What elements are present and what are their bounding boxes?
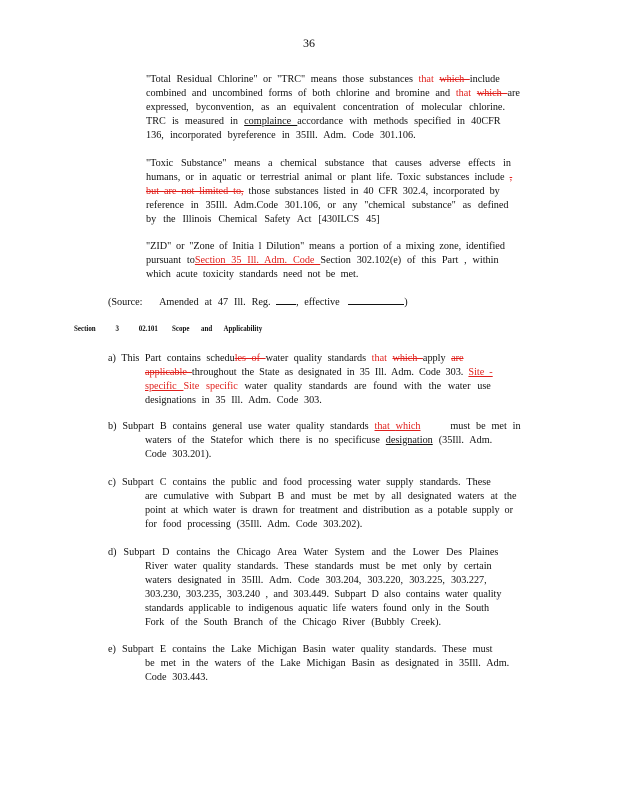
item-d-line5: standards applicable to indigenous aquatic life waters found only in the South	[145, 603, 490, 614]
inserted-underlined-text: which	[395, 421, 421, 432]
source-amended: Amended at 47 Ill. Reg.	[159, 297, 271, 308]
trc-line1-tail: include	[469, 74, 500, 85]
trc-line2: combined and uncombined forms of both chlorine and bromine and	[146, 88, 456, 99]
item-c-line3: point at which water is drawn for treatment and distribution as a potable supply or	[145, 505, 514, 516]
inserted-text: that	[418, 74, 440, 85]
inserted-text: Site specific	[183, 381, 238, 392]
deleted-text: which	[392, 353, 423, 364]
toxic-line4: reference in 35Ill. Adm.Code 301.106, or any "chemical substance" as defined	[146, 200, 509, 211]
item-d-line4: 303.230, 303.235, 303.240 , and 303.449. Subpart D also contains water quality	[145, 589, 502, 600]
definition-toxic-substance	[146, 157, 526, 227]
section-title: Scope and Applicability	[172, 323, 263, 333]
source-effective: , effective	[296, 297, 340, 308]
item-d-line6: Fork of the South Branch of the Chicago River (Bubbly Creek).	[145, 617, 442, 628]
deleted-text: but are not limited to,	[146, 186, 244, 197]
source-label: (Source:	[108, 297, 143, 308]
source-note	[108, 296, 408, 310]
blank-line	[276, 304, 296, 305]
deleted-text: ,	[509, 172, 513, 183]
deleted-text: which	[439, 74, 470, 85]
zid-line2-tail: Section 302.102(e) of this Part , within	[320, 255, 499, 266]
item-c-line1: c) Subpart C contains the public and food processing water supply standards. These	[108, 477, 491, 488]
deleted-text: are	[451, 353, 464, 364]
trc-line2-tail: are	[507, 88, 520, 99]
item-a-line1: a) This Part contains schedu	[108, 353, 235, 364]
item-e	[108, 643, 509, 685]
section-number: Section 3 02.101	[74, 323, 158, 333]
toxic-line5: by the Illinois Chemical Safety Act [430ILCS 45]	[146, 214, 380, 225]
zid-line1: "ZID" or "Zone of Initia l Dilution" means a portion of a mixing zone, identified	[146, 241, 505, 252]
toxic-line1: "Toxic Substance" means a chemical substance that causes adverse effects in	[146, 158, 511, 169]
definition-zid	[146, 240, 526, 282]
underlined-text: designation	[385, 435, 433, 446]
item-a-line4: designations in 35 Ill. Adm. Code 303.	[145, 395, 322, 406]
trc-line4: TRC is measured in	[146, 116, 245, 127]
item-b-line3: Code 303.201).	[145, 449, 212, 460]
item-b	[108, 420, 521, 462]
item-b-line2-tail: (35Ill. Adm.	[432, 435, 493, 446]
deleted-text: applicable	[145, 367, 192, 378]
item-a-line1-b: water quality standards	[265, 353, 372, 364]
item-e-line2: be met in the waters of the Lake Michigan Basin as designated in 35Ill. Adm.	[145, 658, 510, 669]
page-number: 36	[303, 36, 315, 50]
item-b-line1-tail: must be met in	[444, 421, 521, 432]
trc-line5: 136, incorporated byreference in 35Ill. Adm. Code 301.106.	[146, 130, 416, 141]
inserted-underlined-text: Section 35 Ill. Adm. Code	[194, 255, 321, 266]
definition-trc	[146, 73, 526, 143]
item-c-line2: are cumulative with Subpart B and must be met by all designated waters at the	[145, 491, 517, 502]
item-e-line1: e) Subpart E contains the Lake Michigan Basin water quality standards. These must	[108, 644, 493, 655]
item-a	[108, 352, 493, 408]
trc-line4-tail: accordance with methods specified in 40CFR	[297, 116, 501, 127]
toxic-line3: those substances listed in 40 CFR 302.4, incorporated by	[243, 186, 500, 197]
item-e-line3: Code 303.443.	[145, 672, 208, 683]
deleted-text: les of	[234, 353, 266, 364]
inserted-text: that	[371, 353, 393, 364]
item-d-line3: waters designated in 35Ill. Adm. Code 303.204, 303.220, 303.225, 303.227,	[145, 575, 487, 586]
item-b-line2: waters of the Statefor which there is no specificuse	[145, 435, 386, 446]
item-a-line1-c: apply	[422, 353, 452, 364]
trc-line3: expressed, byconvention, as an equivalent concentration of molecular chlorine.	[146, 102, 506, 113]
underlined-text: complaince	[244, 116, 298, 127]
item-a-line3: water quality standards are found with the water use	[237, 381, 491, 392]
item-c-line4: for food processing (35Ill. Adm. Code 303.202).	[145, 519, 363, 530]
item-d-line1: d) Subpart D contains the Chicago Area Water System and the Lower Des Plaines	[108, 547, 499, 558]
source-close: )	[404, 297, 408, 308]
item-c	[108, 476, 517, 532]
inserted-underlined-text: specific	[145, 381, 184, 392]
trc-line1: "Total Residual Chlorine" or "TRC" means those substances	[146, 74, 419, 85]
blank-line	[348, 304, 404, 305]
inserted-text: that	[455, 88, 477, 99]
toxic-line2: humans, or in aquatic or terrestrial animal or plant life. Toxic substances include	[146, 172, 510, 183]
item-b-line1: b) Subpart B contains general use water quality standards	[108, 421, 375, 432]
item-d	[108, 546, 501, 630]
item-d-line2: River water quality standards. These standards must be met only by certain	[145, 561, 492, 572]
zid-line2: pursuant to	[146, 255, 195, 266]
zid-line3: which acute toxicity standards need not be met.	[146, 269, 359, 280]
inserted-underlined-text: Site -	[468, 367, 493, 378]
deleted-text: which	[476, 88, 508, 99]
item-a-line2: throughout the State as designated in 35 Ill. Adm. Code 303.	[191, 367, 469, 378]
inserted-underlined-text: that	[374, 421, 396, 432]
